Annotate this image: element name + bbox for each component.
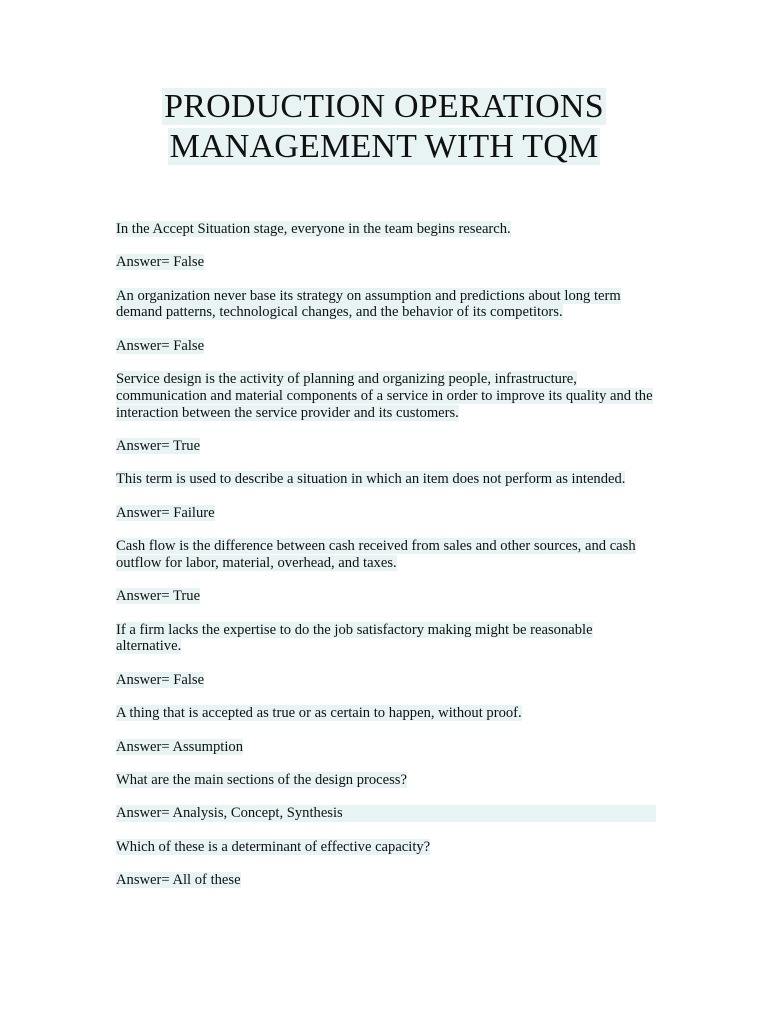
question-6 bbox=[116, 622, 656, 655]
question-7 bbox=[116, 705, 656, 722]
answer-text: Answer= False bbox=[116, 337, 205, 354]
question-text: If a firm lacks the expertise to do the job satisfactory making might be reasonable alternative. bbox=[116, 621, 593, 655]
answer-5 bbox=[116, 588, 656, 605]
answer-4 bbox=[116, 505, 656, 522]
answer-text: Answer= Analysis, Concept, Synthesis bbox=[116, 805, 656, 822]
question-5 bbox=[116, 538, 656, 571]
question-text: Which of these is a determinant of effective capacity? bbox=[116, 838, 431, 855]
answer-text: Answer= True bbox=[116, 588, 201, 605]
question-text: Service design is the activity of planning and organizing people, infrastructure, communication and material components of a service in order to improve its quality and the interaction between the service provider and its customers. bbox=[116, 371, 653, 421]
title-line-1: PRODUCTION OPERATIONS bbox=[164, 88, 604, 125]
answer-text: Answer= False bbox=[116, 671, 205, 688]
answer-6 bbox=[116, 672, 656, 689]
answer-2 bbox=[116, 338, 656, 355]
question-2 bbox=[116, 288, 656, 321]
question-1 bbox=[116, 221, 656, 238]
answer-text: Answer= All of these bbox=[116, 872, 241, 889]
answer-1 bbox=[116, 254, 656, 271]
answer-9 bbox=[116, 872, 656, 889]
answer-text: Answer= Failure bbox=[116, 504, 215, 521]
qa-list bbox=[116, 221, 656, 906]
title-line-2: MANAGEMENT WITH TQM bbox=[169, 128, 599, 165]
question-text: This term is used to describe a situation in which an item does not perform as intended. bbox=[116, 471, 626, 488]
question-4 bbox=[116, 471, 656, 488]
question-8 bbox=[116, 772, 656, 789]
question-text: Cash flow is the difference between cash received from sales and other sources, and cash outflow for labor, material, overhead, and taxes. bbox=[116, 538, 636, 571]
page-title bbox=[0, 87, 768, 167]
question-text: What are the main sections of the design process? bbox=[116, 771, 407, 788]
question-9 bbox=[116, 839, 656, 856]
answer-7 bbox=[116, 739, 656, 756]
answer-text: Answer= True bbox=[116, 438, 201, 455]
answer-text: Answer= Assumption bbox=[116, 738, 244, 755]
question-text: An organization never base its strategy on assumption and predictions about long term demand patterns, technological changes, and the behavior of its competitors. bbox=[116, 287, 621, 321]
answer-3 bbox=[116, 438, 656, 455]
answer-8 bbox=[116, 805, 656, 822]
question-text: In the Accept Situation stage, everyone in the team begins research. bbox=[116, 221, 511, 237]
answer-text: Answer= False bbox=[116, 254, 205, 271]
question-text: A thing that is accepted as true or as certain to happen, without proof. bbox=[116, 705, 522, 722]
question-3 bbox=[116, 371, 656, 421]
